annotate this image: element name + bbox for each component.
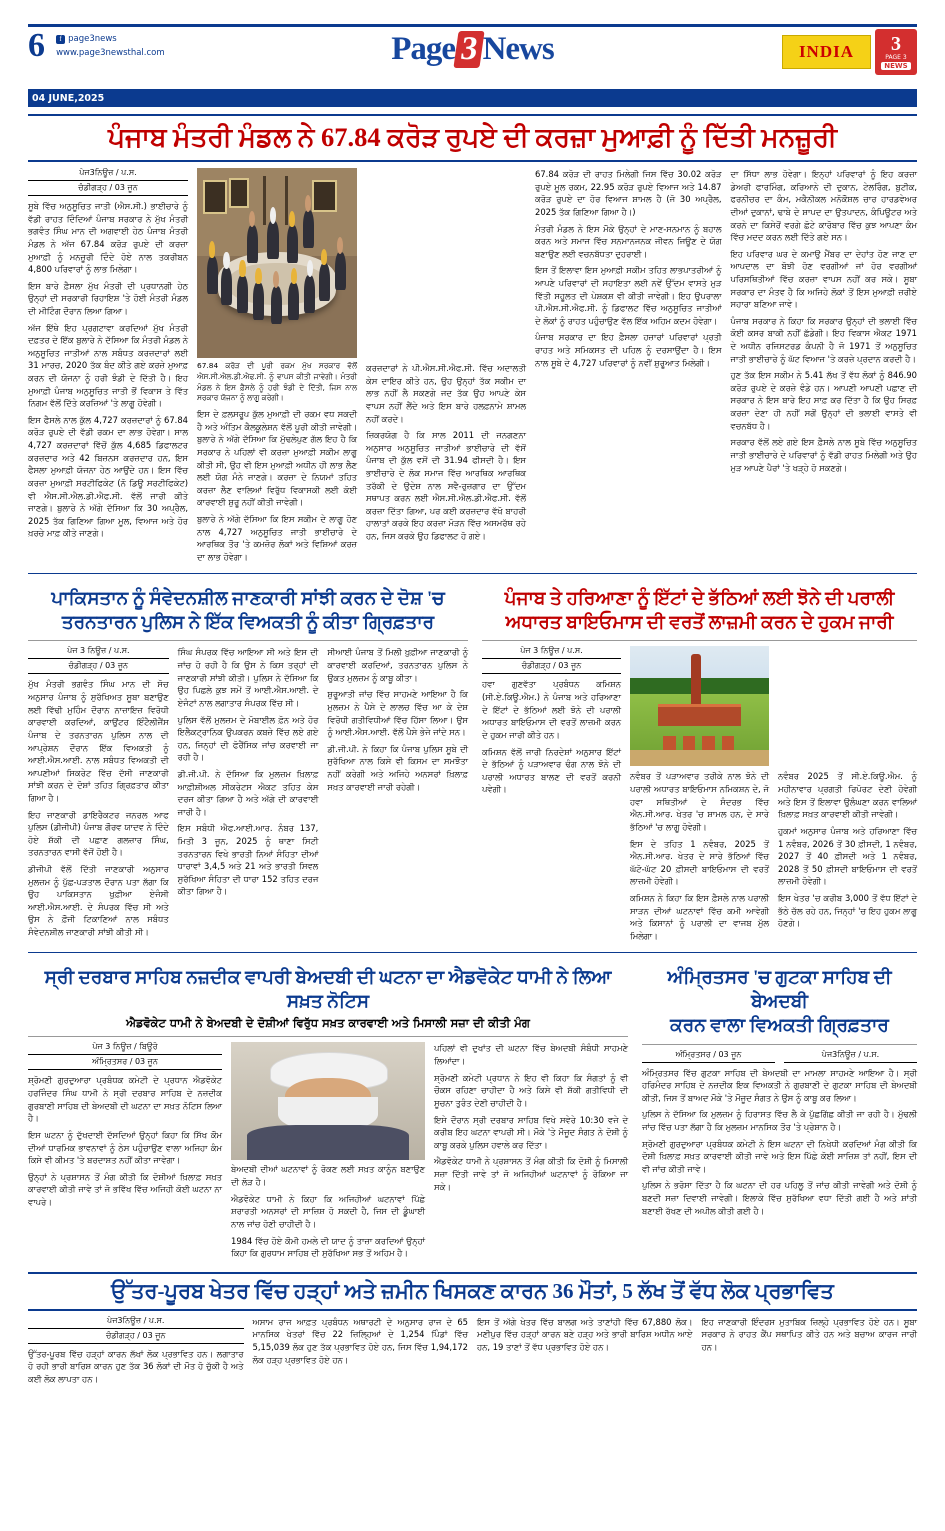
story6-headline: ਉੱਤਰ-ਪੂਰਬ ਖੇਤਰ ਵਿੱਚ ਹੜ੍ਹਾਂ ਅਤੇ ਜ਼ਮੀਨ ਖਿਸਕਣ ਕਾਰਨ 36 ਮੌਤਾਂ, 5 ਲੱਖ ਤੋਂ ਵੱਧ ਲੋਕ ਪ੍ਰਭਾਵਿਤ: [111, 1278, 834, 1303]
badge-sub: NEWS: [881, 62, 910, 70]
paragraph: ਐਡਵੋਕੇਟ ਧਾਮੀ ਨੇ ਪ੍ਰਸ਼ਾਸਨ ਤੋਂ ਮੰਗ ਕੀਤੀ ਕਿ ਦੋਸ਼ੀ ਨੂੰ ਮਿਸਾਲੀ ਸਜ਼ਾ ਦਿੱਤੀ ਜਾਵੇ ਤਾਂ ਜੋ ਅਜਿਹੀਆਂ ਘਟਨਾਵਾਂ ਨੂੰ ਰੋਕਿਆ ਜਾ ਸਕੇ।: [434, 1156, 628, 1192]
paragraph: ਪੰਜਾਬ ਸਰਕਾਰ ਦਾ ਇਹ ਫ਼ੈਸਲਾ ਹਜ਼ਾਰਾਂ ਪਰਿਵਾਰਾਂ ਪ੍ਰਤੀ ਰਾਹਤ ਅਤੇ ਸਮਿਕਸਤ ਦੀ ਪਹਿਲ ਨੂੰ ਦਰਸਾਉਂਦਾ ਹੈ। ਇਸ ਨਾਲ ਸੂਬੇ ਦੇ 4,727 ਪਰਿਵਾਰਾਂ ਨੂੰ ਨਵੀਂ ਸ਼ੁਰੂਆਤ ਮਿਲੇਗੀ।: [535, 332, 722, 368]
story4-col-1: [28, 1042, 222, 1263]
lead-col-3: [366, 168, 526, 567]
story-brick-kilns: [482, 578, 917, 946]
story2-col-1: [28, 646, 169, 942]
story3-col-2: [630, 646, 769, 946]
story3-col-1: [482, 646, 621, 946]
story5-headline-line1: ਅੰਮ੍ਰਿਤਸਰ 'ਚ ਗੁਟਕਾ ਸਾਹਿਬ ਦੀ ਬੇਅਦਬੀ: [667, 968, 892, 1013]
logo-part2: 3: [453, 31, 484, 68]
dateline: ਅੰਮ੍ਰਿਤਸਰ / 03 ਜੂਨ: [28, 1057, 222, 1070]
byline: ਪੇਜ 3 ਨਿਊਜ਼ / ਪ.ਸ.: [28, 646, 169, 659]
story2-col-2: [178, 646, 319, 942]
story-tarn-taran: [28, 578, 468, 946]
dateline: ਚੰਡੀਗੜ੍ਹ / 03 ਜੂਨ: [482, 661, 621, 674]
paragraph: ਸ਼੍ਰੋਮਣੀ ਕਮੇਟੀ ਪ੍ਰਧਾਨ ਨੇ ਇਹ ਵੀ ਕਿਹਾ ਕਿ ਸੰਗਤਾਂ ਨੂੰ ਵੀ ਚੌਕਸ ਰਹਿਣਾ ਚਾਹੀਦਾ ਹੈ ਅਤੇ ਕਿਸੇ ਵੀ ਸ਼ੱਕੀ ਗਤੀਵਿਧੀ ਦੀ ਸੂਚਨਾ ਤੁਰੰਤ ਦੇਣੀ ਚਾਹੀਦੀ ਹੈ।: [434, 1072, 628, 1108]
photo-caption: 67.84 ਕਰੋੜ ਦੀ ਪੂਰੀ ਰਕਮ ਮੁੱਖ ਸਰਕਾਰ ਵੱਲੋਂ ਐਸ.ਸੀ.ਐਲ.ਡੀ.ਐਫ.ਸੀ. ਨੂੰ ਵਾਪਸ ਕੀਤੀ ਜਾਵੇਗੀ। ਮੰਤਰੀ ਮੰਡਲ ਨੇ ਇਸ ਫ਼ੈਸਲੇ ਨੂੰ ਹਰੀ ਝੰਡੀ ਦੇ ਦਿੱਤੀ, ਜਿਸ ਨਾਲ ਸਰਕਾਰ ਯੋਜਨਾ ਨੂੰ ਲਾਗੂ ਕਰੇਗੀ।: [197, 361, 357, 403]
page-number: 6: [28, 27, 45, 64]
story5-col-2: [784, 1050, 917, 1067]
badge-number: 3: [891, 32, 901, 55]
story-gutka-sahib: [642, 957, 917, 1263]
lead-headline-bar: [28, 114, 917, 162]
paragraph: ਸ਼੍ਰੋਮਣੀ ਗੁਰਦੁਆਰਾ ਪ੍ਰਬੰਧਕ ਕਮੇਟੀ ਦੇ ਪ੍ਰਧਾਨ ਐਡਵੋਕੇਟ ਹਰਜਿੰਦਰ ਸਿੰਘ ਧਾਮੀ ਨੇ ਸ੍ਰੀ ਦਰਬਾਰ ਸਾਹਿਬ ਦੇ ਨਜ਼ਦੀਕ ਗੁਰਬਾਣੀ ਸਾਹਿਬ ਦੀ ਬੇਅਦਬੀ ਦੀ ਘਟਨਾ ਦਾ ਸਖ਼ਤ ਨੋਟਿਸ ਲਿਆ ਹੈ।: [28, 1075, 222, 1124]
paragraph: ਹੁਣ ਤੱਕ ਇਸ ਸਕੀਮ ਨੇ 5.41 ਲੱਖ ਤੋਂ ਵੱਧ ਲੋਕਾਂ ਨੂੰ 846.90 ਕਰੋੜ ਰੁਪਏ ਦੇ ਕਰਜ਼ੇ ਵੰਡੇ ਹਨ। ਆਪਣੀ ਆਪਣੀ ਪਛਾਣ ਦੀ ਸਰਕਾਰ ਨੇ ਇਸ ਬਾਰੇ ਇਹ ਸਾਫ਼ ਕਰ ਦਿੱਤਾ ਹੈ ਕਿ ਉਹ ਸਿਰਫ਼ ਕਰਜ਼ਾ ਦੇਣਾ ਹੀ ਨਹੀਂ ਸਗੋਂ ਉਨ੍ਹਾਂ ਦੀ ਭਲਾਈ ਵਾਸਤੇ ਵੀ ਵਚਨਬੱਧ ਹੈ।: [730, 370, 917, 431]
byline: ਪੇਜ 3 ਨਿਊਜ਼ / ਬਿਊਰੋ: [28, 1042, 222, 1055]
paragraph: ਅੱਜ ਇੱਥੇ ਇਹ ਪ੍ਰਗਟਾਵਾ ਕਰਦਿਆਂ ਮੁੱਖ ਮੰਤਰੀ ਦਫ਼ਤਰ ਦੇ ਇੱਕ ਬੁਲਾਰੇ ਨੇ ਦੱਸਿਆ ਕਿ ਮੰਤਰੀ ਮੰਡਲ ਨੇ ਅਨੁਸੂਚਿਤ ਜਾਤੀਆਂ ਨਾਲ ਸਬੰਧਤ ਕਰਜ਼ਦਾਰਾਂ ਲਈ 31 ਮਾਰਚ, 2020 ਤੱਕ ਬੰਦ ਕੀਤੇ ਗਏ ਕਰਜ਼ੇ ਮੁਆਫ਼ ਕਰਨ ਦੀ ਯੋਜਨਾ ਨੂੰ ਹਰੀ ਝੰਡੀ ਦੇ ਦਿੱਤੀ ਹੈ। ਇਹ ਮੁਆਫ਼ੀ ਪੰਜਾਬ ਅਨੁਸੂਚਿਤ ਜਾਤੀ ਭੌਂ ਵਿਕਾਸ ਤੇ ਵਿੱਤ ਨਿਗਮ ਵੱਲੋਂ ਦਿੱਤੇ ਕਰਜ਼ਿਆਂ 'ਤੇ ਲਾਗੂ ਹੋਵੇਗੀ।: [28, 322, 188, 409]
story-darbar-sahib: [28, 957, 628, 1263]
paragraph: ਹਵਾ ਗੁਣਵੱਤਾ ਪ੍ਰਬੰਧਨ ਕਮਿਸ਼ਨ (ਸੀ.ਏ.ਕਿਊ.ਐਮ.) ਨੇ ਪੰਜਾਬ ਅਤੇ ਹਰਿਆਣਾ ਦੇ ਇੱਟਾਂ ਦੇ ਭੱਠਿਆਂ ਲਈ ਝੋਨੇ ਦੀ ਪਰਾਲੀ ਅਧਾਰਤ ਬਾਇਓਮਾਸ ਦੀ ਵਰਤੋਂ ਲਾਜ਼ਮੀ ਕਰਨ ਦੇ ਹੁਕਮ ਜਾਰੀ ਕੀਤੇ ਹਨ।: [482, 679, 621, 740]
date-bar: 04 JUNE,2025: [28, 91, 917, 107]
badge-text: PAGE 3: [885, 53, 907, 61]
paragraph: ਇਹ ਜਾਣਕਾਰੀ ਇੰਦਰਸ ਮੁਤਾਬਿਕ ਜ਼ਿਲ੍ਹੇ ਪ੍ਰਭਾਵਿਤ ਹੋਏ ਹਨ। ਸੂਬਾ ਸਰਕਾਰ ਨੇ ਰਾਹਤ ਕੈਂਪ ਸਥਾਪਿਤ ਕੀਤੇ ਹਨ ਅਤੇ ਬਚਾਅ ਕਾਰਜ ਜਾਰੀ ਹਨ।: [701, 1316, 917, 1352]
paragraph: ਇਹ ਪਰਿਵਾਰ ਘਰ ਦੇ ਕਮਾਉ ਮੈਂਬਰ ਦਾ ਦੇਹਾਂਤ ਹੋਣ ਜਾਣ ਦਾ ਆਪਦਾਲ ਦਾ ਬੋਝੀ ਹੋਣ ਵਰਗੀਆਂ ਜਾਂ ਹੋਰ ਵਰਗੀਆਂ ਪਰਿਸਥਿਤੀਆਂ ਵਿੱਚ ਕਰਜ਼ਾ ਵਾਪਸ ਨਹੀਂ ਕਰ ਸਕੇ। ਸੂਬਾ ਸਰਕਾਰ ਦਾ ਮੰਤਵ ਹੈ ਕਿ ਅਜਿਹੇ ਲੋਕਾਂ ਤੋਂ ਇਸ ਮੁਆਫ਼ੀ ਜ਼ਰੀਏ ਸਹਾਰਾ ਬਣਿਆ ਜਾਵੇ।: [730, 248, 917, 310]
paragraph: ਇਸ ਦੇ ਤਹਿਤ 1 ਨਵੰਬਰ, 2025 ਤੋਂ ਐਨ.ਸੀ.ਆਰ. ਖੇਤਰ ਦੇ ਸਾਰੇ ਭੱਠਿਆਂ ਵਿੱਚ ਘੱਟੋ-ਘੱਟ 20 ਫ਼ੀਸਦੀ ਬਾਇਓਮਾਸ ਦੀ ਵਰਤੋਂ ਲਾਜ਼ਮੀ ਹੋਵੇਗੀ।: [630, 838, 769, 887]
paragraph: ਉਨ੍ਹਾਂ ਨੇ ਪ੍ਰਸ਼ਾਸਨ ਤੋਂ ਮੰਗ ਕੀਤੀ ਕਿ ਦੋਸ਼ੀਆਂ ਖ਼ਿਲਾਫ਼ ਸਖ਼ਤ ਕਾਰਵਾਈ ਕੀਤੀ ਜਾਵੇ ਤਾਂ ਜੋ ਭਵਿੱਖ ਵਿੱਚ ਅਜਿਹੀ ਕੋਈ ਘਟਨਾ ਨਾ ਵਾਪਰੇ।: [28, 1171, 222, 1207]
dateline: ਚੰਡੀਗੜ੍ਹ / 03 ਜੂਨ: [28, 1331, 244, 1344]
paragraph: ਜ਼ਿਕਰਯੋਗ ਹੈ ਕਿ ਸਾਲ 2011 ਦੀ ਜਨਗਣਨਾ ਅਨੁਸਾਰ ਅਨੁਸੂਚਿਤ ਜਾਤੀਆਂ ਭਾਈਚਾਰੇ ਦੀ ਵੱਸੋਂ ਪੰਜਾਬ ਦੀ ਕੁੱਲ ਵਸੋਂ ਦੀ 31.94 ਫੀਸਦੀ ਹੈ। ਇਸ ਭਾਈਚਾਰੇ ਦੇ ਲੋਕ ਸਮਾਜ ਵਿੱਚ ਆਰਥਿਕ ਆਰਥਿਕ ਤਰੱਕੀ ਦੇ ਉਦੇਸ਼ ਨਾਲ ਸਵੈ-ਰੁਜ਼ਗਾਰ ਦਾ ਉੱਦਮ ਸਥਾਪਤ ਕਰਨ ਲਈ ਐਸ.ਸੀ.ਐਲ.ਡੀ.ਐਫ.ਸੀ. ਵੱਲੋਂ ਕਰਜ਼ਾ ਦਿੱਤਾ ਗਿਆ, ਪਰ ਕਈ ਕਰਜ਼ਦਾਰ ਵੱਖੋ ਬਾਹਰੀ ਹਾਲਾਤਾਂ ਕਰਕੇ ਇਹ ਕਰਜ਼ਾ ਮੋੜਨ ਵਿੱਚ ਅਸਮਰੱਥ ਰਹੇ ਹਨ, ਜਿਸ ਕਰਕੇ ਉਹ ਡਿਫਾਲਟ ਹੋ ਗਏ।: [366, 430, 526, 542]
lead-col-4: [535, 168, 722, 567]
paragraph: ਮੰਤਰੀ ਮੰਡਲ ਨੇ ਇਸ ਮੌਕੇ ਉਨ੍ਹਾਂ ਦੇ ਮਾਣ-ਸਨਮਾਨ ਨੂੰ ਬਹਾਲ ਕਰਨ ਅਤੇ ਸਮਾਜ ਵਿੱਚ ਸਨਮਾਨਜਨਕ ਜੀਵਨ ਜਿਊਣ ਦੇ ਯੋਗ ਬਣਾਉਣ ਲਈ ਵਚਨਬੱਧਤਾ ਦੁਹਰਾਈ।: [535, 223, 722, 259]
lead-col-5: [731, 168, 918, 567]
paragraph: ਅਸਾਮ ਰਾਜ ਆਫ਼ਤ ਪ੍ਰਬੰਧਨ ਅਥਾਰਟੀ ਦੇ ਅਨੁਸਾਰ ਰਾਜ ਦੇ 65 ਮਾਨਸਿਕ ਖੇਤਰਾਂ ਵਿੱਚ 22 ਜ਼ਿਲ੍ਹਿਆਂ ਦੇ 1,254 ਪਿੰਡਾਂ ਵਿੱਚ 5,15,039 ਲੋਕ ਹੁਣ ਤੱਕ ਪ੍ਰਭਾਵਿਤ ਹੋਏ ਹਨ, ਜਿਸ ਵਿੱਚ 1,94,172 ਲੋਕ ਹੜ੍ਹ ਪ੍ਰਭਾਵਿਤ ਹੋਏ ਹਨ।: [252, 1316, 468, 1365]
story4-headline: ਸ੍ਰੀ ਦਰਬਾਰ ਸਾਹਿਬ ਨਜ਼ਦੀਕ ਵਾਪਰੀ ਬੇਅਦਬੀ ਦੀ ਘਟਨਾ ਦਾ ਐਡਵੋਕੇਟ ਧਾਮੀ ਨੇ ਲਿਆ ਸਖ਼ਤ ਨੋਟਿਸ: [44, 968, 612, 1013]
paragraph: ਸੀਆਈ ਪੰਜਾਬ ਤੋਂ ਮਿਲੀ ਖ਼ੁਫ਼ੀਆ ਜਾਣਕਾਰੀ ਨੂੰ ਕਾਰਵਾਈ ਕਰਦਿਆਂ, ਤਰਨਤਾਰਨ ਪੁਲਿਸ ਨੇ ਉਕਤ ਮੁਲਜ਼ਮ ਨੂੰ ਕਾਬੂ ਕੀਤਾ।: [327, 647, 469, 683]
masthead: [28, 24, 917, 91]
paragraph: ਪੁਲਿਸ ਵੱਲੋਂ ਮੁਲਜ਼ਮ ਦੇ ਮੋਬਾਈਲ ਫ਼ੋਨ ਅਤੇ ਹੋਰ ਇਲੈਕਟ੍ਰਾਨਿਕ ਉਪਕਰਨ ਕਬਜ਼ੇ ਵਿੱਚ ਲਏ ਗਏ ਹਨ, ਜਿਨ੍ਹਾਂ ਦੀ ਫੋਰੈਂਸਿਕ ਜਾਂਚ ਕਰਵਾਈ ਜਾ ਰਹੀ ਹੈ।: [177, 714, 319, 763]
paragraph: ਹੁਕਮਾਂ ਅਨੁਸਾਰ ਪੰਜਾਬ ਅਤੇ ਹਰਿਆਣਾ ਵਿੱਚ 1 ਨਵੰਬਰ, 2026 ਤੋਂ 30 ਫ਼ੀਸਦੀ, 1 ਨਵੰਬਰ, 2027 ਤੋਂ 40 ਫ਼ੀਸਦੀ ਅਤੇ 1 ਨਵੰਬਰ, 2028 ਤੋਂ 50 ਫ਼ੀਸਦੀ ਬਾਇਓਮਾਸ ਦੀ ਵਰਤੋਂ ਲਾਜ਼ਮੀ ਹੋਵੇਗੀ।: [778, 825, 917, 887]
story3-col-3: [778, 646, 917, 946]
paragraph: ਉੱਤਰ-ਪੂਰਬ ਵਿੱਚ ਹੜ੍ਹਾਂ ਕਾਰਨ ਲੱਖਾਂ ਲੋਕ ਪ੍ਰਭਾਵਿਤ ਹਨ। ਲਗਾਤਾਰ ਹੋ ਰਹੀ ਭਾਰੀ ਬਾਰਿਸ਼ ਕਾਰਨ ਹੁਣ ਤੱਕ 36 ਲੋਕਾਂ ਦੀ ਮੌਤ ਹੋ ਚੁੱਕੀ ਹੈ ਅਤੇ ਕਈ ਲੋਕ ਲਾਪਤਾ ਹਨ।: [28, 1348, 244, 1384]
paragraph: ਪੁਲਿਸ ਨੇ ਦੱਸਿਆ ਕਿ ਮੁਲਜ਼ਮ ਨੂੰ ਹਿਰਾਸਤ ਵਿੱਚ ਲੈ ਕੇ ਪੁੱਛਗਿੱਛ ਕੀਤੀ ਜਾ ਰਹੀ ਹੈ। ਮੁੱਢਲੀ ਜਾਂਚ ਵਿੱਚ ਪਤਾ ਲੱਗਾ ਹੈ ਕਿ ਮੁਲਜ਼ਮ ਮਾਨਸਿਕ ਤੌਰ 'ਤੇ ਪ੍ਰੇਸ਼ਾਨ ਹੈ।: [642, 1109, 917, 1132]
story5-col-1: [642, 1050, 775, 1067]
story6-col-2: [253, 1316, 469, 1390]
paragraph: 1984 ਵਿੱਚ ਹੋਏ ਕੌਮੀ ਹਮਲੇ ਦੀ ਯਾਦ ਨੂੰ ਤਾਜ਼ਾ ਕਰਦਿਆਂ ਉਨ੍ਹਾਂ ਕਿਹਾ ਕਿ ਗੁਰਧਾਮ ਸਾਹਿਬ ਦੀ ਸੁਰੱਖਿਆ ਸਭ ਤੋਂ ਅਹਿਮ ਹੈ।: [231, 1235, 425, 1259]
paragraph: ਇਸ ਸਬੰਧੀ ਐਫ.ਆਈ.ਆਰ. ਨੰਬਰ 137, ਮਿਤੀ 3 ਜੂਨ, 2025 ਨੂੰ ਥਾਣਾ ਸਿਟੀ ਤਰਨਤਾਰਨ ਵਿਖੇ ਭਾਰਤੀ ਨਿਆਂ ਸੰਹਿਤਾ ਦੀਆਂ ਧਾਰਾਵਾਂ 3,4,5 ਅਤੇ 21 ਅਤੇ ਭਾਰਤੀ ਸਿਵਲ ਸੁਰੱਖਿਆ ਸੰਹਿਤਾ ਦੀ ਧਾਰਾ 152 ਤਹਿਤ ਦਰਜ ਕੀਤਾ ਗਿਆ ਹੈ।: [177, 823, 319, 897]
story6-col-1: [28, 1316, 244, 1390]
story6-headline-bar: [28, 1272, 917, 1311]
brick-kiln-photo: [630, 646, 769, 766]
story4-subhead: ਐਡਵੋਕੇਟ ਧਾਮੀ ਨੇ ਬੇਅਦਬੀ ਦੇ ਦੋਸ਼ੀਆਂ ਵਿਰੁੱਧ ਸਖ਼ਤ ਕਾਰਵਾਈ ਅਤੇ ਮਿਸਾਲੀ ਸਜ਼ਾ ਦੀ ਕੀਤੀ ਮੰਗ: [126, 1016, 530, 1031]
paragraph: ਇਸ ਤੋਂ ਇਲਾਵਾ ਇਸ ਮੁਆਫ਼ੀ ਸਕੀਮ ਤਹਿਤ ਲਾਭਪਾਤਰੀਆਂ ਨੂੰ ਆਪਣੇ ਪਰਿਵਾਰਾਂ ਦੀ ਸਹਾਇਤਾ ਲਈ ਨਵੇਂ ਉੱਦਮ ਵਾਸਤੇ ਮੁੜ ਵਿੱਤੀ ਸਹੂਲਤ ਦੀ ਪੇਸ਼ਕਸ਼ ਵੀ ਕੀਤੀ ਜਾਵੇਗੀ। ਇਹ ਉਪਰਾਲਾ ਪੀ.ਐਸ.ਸੀ.ਐਫ.ਸੀ. ਨੂੰ ਡਿਫਾਲਟ ਵਿੱਚ ਅਨੁਸੂਚਿਤ ਜਾਤੀਆਂ ਦੇ ਲੋਕਾਂ ਨੂੰ ਰਾਹਤ ਪਹੁੰਚਾਉਣ ਵੱਲ ਇੱਕ ਅਹਿਮ ਕਦਮ ਹੋਵੇਗਾ।: [535, 265, 722, 326]
paragraph: ਸ਼੍ਰੋਮਣੀ ਗੁਰਦੁਆਰਾ ਪ੍ਰਬੰਧਕ ਕਮੇਟੀ ਨੇ ਇਸ ਘਟਨਾ ਦੀ ਨਿਖੇਧੀ ਕਰਦਿਆਂ ਮੰਗ ਕੀਤੀ ਕਿ ਦੋਸ਼ੀ ਖ਼ਿਲਾਫ਼ ਸਖ਼ਤ ਕਾਰਵਾਈ ਕੀਤੀ ਜਾਵੇ ਅਤੇ ਇਸ ਪਿੱਛੇ ਕੋਈ ਸਾਜ਼ਿਸ਼ ਤਾਂ ਨਹੀਂ, ਇਸ ਦੀ ਵੀ ਜਾਂਚ ਕੀਤੀ ਜਾਵੇ।: [642, 1138, 917, 1174]
story4-col-2: [231, 1042, 425, 1263]
paragraph: ਨਵੰਬਰ 2025 ਤੋਂ ਸੀ.ਏ.ਕਿਊ.ਐਮ. ਨੂੰ ਮਹੀਨਾਵਾਰ ਪ੍ਰਗਤੀ ਰਿਪੋਰਟ ਦੇਣੀ ਹੋਵੇਗੀ ਅਤੇ ਇਸ ਤੋਂ ਇਲਾਵਾ ਉਲੰਘਣਾ ਕਰਨ ਵਾਲਿਆਂ ਖ਼ਿਲਾਫ਼ ਸਖ਼ਤ ਕਾਰਵਾਈ ਕੀਤੀ ਜਾਵੇਗੀ।: [778, 771, 917, 820]
paragraph: ਐਡਵੋਕੇਟ ਧਾਮੀ ਨੇ ਕਿਹਾ ਕਿ ਅਜਿਹੀਆਂ ਘਟਨਾਵਾਂ ਪਿੱਛੇ ਸ਼ਰਾਰਤੀ ਅਨਸਰਾਂ ਦੀ ਸਾਜ਼ਿਸ਼ ਹੋ ਸਕਦੀ ਹੈ, ਜਿਸ ਦੀ ਡੂੰਘਾਈ ਨਾਲ ਜਾਂਚ ਹੋਣੀ ਚਾਹੀਦੀ ਹੈ।: [231, 1193, 425, 1229]
dateline: ਅੰਮ੍ਰਿਤਸਰ / 03 ਜੂਨ: [642, 1050, 775, 1063]
paragraph: ਕਮਿਸ਼ਨ ਵੱਲੋਂ ਜਾਰੀ ਨਿਰਦੇਸ਼ਾਂ ਅਨੁਸਾਰ ਇੱਟਾਂ ਦੇ ਭੱਠਿਆਂ ਨੂੰ ਪੜਾਅਵਾਰ ਢੰਗ ਨਾਲ ਝੋਨੇ ਦੀ ਪਰਾਲੀ ਅਧਾਰਤ ਬਾਲਣ ਦੀ ਵਰਤੋਂ ਕਰਨੀ ਪਵੇਗੀ।: [482, 746, 621, 795]
paragraph: ਦਾ ਸਿੱਧਾ ਲਾਭ ਹੋਵੇਗਾ। ਇਨ੍ਹਾਂ ਪਰਿਵਾਰਾਂ ਨੂੰ ਇਹ ਕਰਜ਼ਾ ਡੇਅਰੀ ਫਾਰਮਿੰਗ, ਕਰਿਆਨੇ ਦੀ ਦੁਕਾਨ, ਟੇਲਰਿੰਗ, ਬੁਟੀਕ, ਫਰਨੀਚਰ ਦਾ ਕੰਮ, ਮਕੈਨੀਕਲ ਮਨੋਕੌਸ਼ਲ ਚਾਰ ਹਾਰਡਵੇਅਰ ਦੀਆਂ ਦੁਕਾਨਾਂ, ਢਾਬੇ ਦੇ ਸ਼ਾਪਦ ਦਾ ਉਤਪਾਦਨ, ਕੰਪਿਊਟਰ ਅਤੇ ਕਰਨੇ ਦਾ ਕਿਸੇਰੋਂ ਵਰਗੇ ਛੋਟੇ ਕਾਰੋਬਾਰ ਵਿੱਚ ਕੁਝ ਆਪਣਾ ਕੰਮ ਵਿੱਚ ਮਦਦ ਕਰਨ ਲਈ ਦਿੱਤੇ ਗਏ ਸਨ।: [730, 169, 917, 243]
story5-headline-line2: ਕਰਨ ਵਾਲਾ ਵਿਅਕਤੀ ਗ੍ਰਿਫ਼ਤਾਰ: [670, 1016, 889, 1037]
dateline: ਚੰਡੀਗੜ੍ਹ / 03 ਜੂਨ: [28, 183, 188, 196]
story6-col-4: [702, 1316, 918, 1390]
paragraph: ਕਰਜ਼ਦਾਰਾਂ ਨੇ ਪੀ.ਐਸ.ਸੀ.ਐਫ.ਸੀ. ਵਿੱਚ ਅਦਾਲਤੀ ਕੇਸ ਦਾਇਰ ਕੀਤੇ ਹਨ, ਉਹ ਉਨ੍ਹਾਂ ਤੱਕ ਸਕੀਮ ਦਾ ਲਾਭ ਨਹੀਂ ਲੈ ਸਕਣਗੇ ਜਦ ਤੱਕ ਉਹ ਆਪਣੇ ਕੇਸ ਵਾਪਸ ਨਹੀਂ ਲੈਂਦੇ ਅਤੇ ਇਸ ਬਾਰੇ ਹਲਫ਼ਨਾਮੇ ਸ਼ਾਮਲ ਨਹੀਂ ਕਰਦੇ।: [366, 363, 526, 424]
byline: ਪੇਜ 3 ਨਿਊਜ਼ / ਪ.ਸ.: [482, 646, 621, 659]
paragraph: ਨਵੰਬਰ ਤੋਂ ਪੜਾਅਵਾਰ ਤਰੀਕੇ ਨਾਲ ਝੋਨੇ ਦੀ ਪਰਾਲੀ ਅਧਾਰਤ ਬਾਇਓਮਾਸ ਨਮਿਕਸ਼ਨ ਦੇ, ਜੋ ਹਵਾ ਸਥਿਤੀਆਂ ਦੇ ਸੰਦਰਭ ਵਿੱਚ ਐਨ.ਸੀ.ਆਰ. ਖੇਤਰ 'ਚ ਸ਼ਾਮਲ ਹਨ, ਦੇ ਸਾਰੇ ਭੱਠਿਆਂ 'ਚ ਲਾਗੂ ਹੋਵੇਗੀ।: [630, 771, 769, 832]
paragraph: ਸਿੰਘ ਸੰਪਰਕ ਵਿੱਚ ਆਇਆ ਸੀ ਅਤੇ ਇਸ ਦੀ ਜਾਂਚ ਹੋ ਰਹੀ ਹੈ ਕਿ ਉਸ ਨੇ ਕਿਸ ਤਰ੍ਹਾਂ ਦੀ ਜਾਣਕਾਰੀ ਸਾਂਝੀ ਕੀਤੀ। ਪੁਲਿਸ ਨੇ ਦੱਸਿਆ ਕਿ ਉਹ ਪਿਛਲੇ ਕੁਝ ਸਮੇਂ ਤੋਂ ਆਈ.ਐਸ.ਆਈ. ਦੇ ਏਜੰਟਾਂ ਨਾਲ ਲਗਾਤਾਰ ਸੰਪਰਕ ਵਿੱਚ ਸੀ।: [177, 647, 319, 708]
cabinet-meeting-photo: [197, 168, 357, 358]
paragraph: ਡੀ.ਜੀ.ਪੀ. ਨੇ ਦੱਸਿਆ ਕਿ ਮੁਲਜ਼ਮ ਖ਼ਿਲਾਫ਼ ਆਫ਼ੀਸ਼ੀਅਲ ਸੀਕਰੇਟਸ ਐਕਟ ਤਹਿਤ ਕੇਸ ਦਰਜ ਕੀਤਾ ਗਿਆ ਹੈ ਅਤੇ ਅੱਗੇ ਦੀ ਕਾਰਵਾਈ ਜਾਰੀ ਹੈ।: [177, 768, 319, 817]
dateline: ਚੰਡੀਗੜ੍ਹ / 03 ਜੂਨ: [28, 661, 169, 674]
lead-headline: ਪੰਜਾਬ ਮੰਤਰੀ ਮੰਡਲ ਨੇ 67.84 ਕਰੋੜ ਰੁਪਏ ਦੀ ਕਰਜ਼ਾ ਮੁਆਫ਼ੀ ਨੂੰ ਦਿੱਤੀ ਮਨਜ਼ੂਰੀ: [108, 122, 837, 152]
dhami-portrait-photo: [231, 1042, 425, 1160]
story3-headline-line2: ਅਧਾਰਤ ਬਾਇਓਮਾਸ ਦੀ ਵਰਤੋਂ ਲਾਜ਼ਮੀ ਕਰਨ ਦੇ ਹੁਕਮ ਜਾਰੀ: [505, 613, 894, 634]
byline: ਪੇਜ3ਨਿਊਜ਼ / ਪ.ਸ.: [784, 1050, 917, 1063]
paragraph: ਅੰਮ੍ਰਿਤਸਰ ਵਿੱਚ ਗੁਟਕਾ ਸਾਹਿਬ ਦੀ ਬੇਅਦਬੀ ਦਾ ਮਾਮਲਾ ਸਾਹਮਣੇ ਆਇਆ ਹੈ। ਸ੍ਰੀ ਹਰਿਮੰਦਰ ਸਾਹਿਬ ਦੇ ਨਜ਼ਦੀਕ ਇਕ ਵਿਅਕਤੀ ਨੇ ਗੁਰਬਾਣੀ ਦੇ ਗੁਟਕਾ ਸਾਹਿਬ ਦੀ ਬੇਅਦਬੀ ਕੀਤੀ, ਜਿਸ ਤੋਂ ਬਾਅਦ ਮੌਕੇ 'ਤੇ ਮੌਜੂਦ ਸੰਗਤ ਨੇ ਉਸ ਨੂੰ ਕਾਬੂ ਕਰ ਲਿਆ।: [642, 1067, 917, 1103]
byline: ਪੇਜ3ਨਿਊਜ਼ / ਪ.ਸ.: [28, 168, 188, 181]
paragraph: ਸੂਬੇ ਵਿੱਚ ਅਨੁਸੂਚਿਤ ਜਾਤੀ (ਐਸ.ਸੀ.) ਭਾਈਚਾਰੇ ਨੂੰ ਵੱਡੀ ਰਾਹਤ ਦਿੰਦਿਆਂ ਪੰਜਾਬ ਸਰਕਾਰ ਨੇ ਮੁੱਖ ਮੰਤਰੀ ਭਗਵੰਤ ਸਿੰਘ ਮਾਨ ਦੀ ਅਗਵਾਈ ਹੇਠ ਪੰਜਾਬ ਮੰਤਰੀ ਮੰਡਲ ਨੇ ਅੱਜ 67.84 ਕਰੋੜ ਰੁਪਏ ਦੀ ਕਰਜ਼ਾ ਮੁਆਫ਼ੀ ਨੂੰ ਮਨਜ਼ੂਰੀ ਦਿੰਦੇ ਹੋਏ ਨਾਲ ਤਕਰੀਬਨ 4,800 ਪਰਿਵਾਰਾਂ ਨੂੰ ਲਾਭ ਮਿਲੇਗਾ।: [28, 201, 188, 275]
paragraph: ਇਸ ਬਾਰੇ ਫ਼ੈਸਲਾ ਮੁੱਖ ਮੰਤਰੀ ਦੀ ਪ੍ਰਧਾਨਗੀ ਹੇਠ ਉਨ੍ਹਾਂ ਦੀ ਸਰਕਾਰੀ ਰਿਹਾਇਸ਼ 'ਤੇ ਹੋਈ ਮੰਤਰੀ ਮੰਡਲ ਦੀ ਮੀਟਿੰਗ ਦੌਰਾਨ ਲਿਆ ਗਿਆ।: [28, 280, 188, 316]
paragraph: 67.84 ਕਰੋੜ ਦੀ ਰਾਹਤ ਮਿਲੇਗੀ ਜਿਸ ਵਿੱਚ 30.02 ਕਰੋੜ ਰੁਪਏ ਮੂਲ ਰਕਮ, 22.95 ਕਰੋੜ ਰੁਪਏ ਵਿਆਜ ਅਤੇ 14.87 ਕਰੋੜ ਰੁਪਏ ਦਾ ਹੋਰ ਵਿਆਜ ਸ਼ਾਮਲ ਹੈ (ਜੋ 30 ਅਪ੍ਰੈਲ, 2025 ਤੱਕ ਗਿਣਿਆ ਗਿਆ ਹੈ।): [535, 169, 722, 217]
logo-part1: Page: [391, 31, 456, 67]
facebook-icon: f: [56, 35, 65, 44]
paragraph: ਮੁੱਖ ਮੰਤਰੀ ਭਗਵੰਤ ਸਿੰਘ ਮਾਨ ਦੀ ਸੋਚ ਅਨੁਸਾਰ ਪੰਜਾਬ ਨੂੰ ਸੁਰੱਖਿਅਤ ਸੂਬਾ ਬਣਾਉਣ ਲਈ ਵਿੱਢੀ ਮੁਹਿੰਮ ਦੌਰਾਨ ਨਾਜ਼ਾਇਜ਼ ਵਿਰੋਧੀ ਕਾਰਵਾਈ ਕਰਦਿਆਂ, ਕਾਉਂਟਰ ਇੰਟੈਲੀਜੈਂਸ ਪੰਜਾਬ ਦੇ ਤਰਨਤਾਰਨ ਪੁਲਿਸ ਨਾਲ ਦੀ ਆਪ੍ਰੇਸ਼ਨ ਦੌਰਾਨ ਇੱਕ ਵਿਅਕਤੀ ਨੂੰ ਆਈ.ਐਸ.ਆਈ. ਨਾਲ ਸਬੰਧਤ ਵਿਅਕਤੀ ਦੀ ਆਪਣੀਆਂ ਸਿਕਰੇਟ ਵਿੱਚ ਦੱਸੀ ਜਾਣਕਾਰੀ ਸਾਂਝੀ ਕਰਨ ਦੇ ਦੋਸ਼ਾਂ ਤਹਿਤ ਗ੍ਰਿਫ਼ਤਾਰ ਕੀਤਾ ਗਿਆ ਹੈ।: [28, 679, 169, 803]
lead-story: [28, 168, 917, 567]
lead-col-2: [197, 168, 357, 567]
paragraph: ਇਹ ਜਾਣਕਾਰੀ ਡਾਇਰੈਕਟਰ ਜਨਰਲ ਆਫ ਪੁਲਿਸ (ਡੀਜੀਪੀ) ਪੰਜਾਬ ਗੌਰਵ ਯਾਦਵ ਨੇ ਦਿੰਦੇ ਹੋਏ ਸ਼ੱਕੀ ਦੀ ਪਛਾਣ ਗਲਜ਼ਾਰ ਸਿੰਘ, ਤਰਨਤਾਰਨ ਵਾਸੀ ਵੱਜੋਂ ਹੋਈ ਹੈ।: [28, 809, 169, 858]
story2-headline-line1: ਪਾਕਿਸਤਾਨ ਨੂੰ ਸੰਵੇਦਨਸ਼ੀਲ ਜਾਣਕਾਰੀ ਸਾਂਝੀ ਕਰਨ ਦੇ ਦੋਸ਼ 'ਚ: [51, 589, 445, 610]
paragraph: ਇਸੇ ਦੌਰਾਨ ਸ੍ਰੀ ਦਰਬਾਰ ਸਾਹਿਬ ਵਿਖੇ ਸਵੇਰੇ 10:30 ਵਜੇ ਦੇ ਕਰੀਬ ਇਹ ਘਟਨਾ ਵਾਪਰੀ ਸੀ। ਮੌਕੇ 'ਤੇ ਮੌਜੂਦ ਸੰਗਤ ਨੇ ਦੋਸ਼ੀ ਨੂੰ ਕਾਬੂ ਕਰਕੇ ਪੁਲਿਸ ਹਵਾਲੇ ਕਰ ਦਿੱਤਾ।: [434, 1114, 628, 1150]
paragraph: ਪੰਜਾਬ ਸਰਕਾਰ ਨੇ ਕਿਹਾ ਕਿ ਸਰਕਾਰ ਉਨ੍ਹਾਂ ਦੀ ਭਲਾਈ ਵਿੱਚ ਕੋਈ ਕਸਰ ਬਾਕੀ ਨਹੀਂ ਛੱਡੇਗੀ। ਇਹ ਵਿਕਾਸ ਐਕਟ 1971 ਦੇ ਅਧੀਨ ਰਜਿਸਟਰਡ ਕੰਪਨੀ ਹੈ ਜੋ 1971 ਤੋਂ ਅਨੁਸੂਚਿਤ ਜਾਤੀ ਭਾਈਚਾਰੇ ਨੂੰ ਘੱਟ ਵਿਆਜ 'ਤੇ ਕਰਜ਼ੇ ਪ੍ਰਦਾਨ ਕਰਦੀ ਹੈ।: [730, 315, 917, 364]
paragraph: ਇਸ ਫੈਸਲੇ ਨਾਲ ਕੁੱਲ 4,727 ਕਰਜ਼ਦਾਰਾਂ ਨੂੰ 67.84 ਕਰੋੜ ਰੁਪਏ ਦੀ ਵੱਡੀ ਰਕਮ ਦਾ ਲਾਭ ਹੋਵੇਗਾ। ਸਾਲ 4,727 ਕਰਜ਼ਦਾਰਾਂ ਵਿੱਚੋਂ ਕੁੱਲ 4,685 ਡਿਫਾਲਟਰ ਕਰਜ਼ਦਾਰ ਅਤੇ 42 ਬਿਜ਼ਨਸ ਕਰਜ਼ਦਾਰ ਹਨ, ਇਸ ਫੈਸਲਾ ਮੁਆਫ਼ੀ ਯੋਜਨਾ ਹੇਠ ਆਉਂਦੇ ਹਨ। ਇਸ ਵਿੱਚ ਕਰਜ਼ਾ ਮੁਆਫ਼ੀ ਸਰਟੀਫਿਕੇਟ (ਨੋ ਡਿਊ ਸਰਟੀਫਿਕੇਟ) ਵੀ ਐਸ.ਸੀ.ਐਲ.ਡੀ.ਐਫ.ਸੀ. ਵੱਲੋਂ ਜਾਰੀ ਕੀਤੇ ਜਾਣਗੇ। ਬੁਲਾਰੇ ਨੇ ਅੱਗੇ ਦੱਸਿਆ ਕਿ 30 ਅਪ੍ਰੈਲ, 2025 ਤੱਕ ਗਿਣਿਆ ਗਿਆ ਮੂਲ, ਵਿਆਜ ਅਤੇ ਹੋਰ ਖ਼ਰਚੇ ਮਾਫ਼ ਕੀਤੇ ਜਾਣਗੇ।: [28, 414, 188, 539]
edition-badge: INDIA: [782, 35, 871, 69]
paragraph: ਬੇਅਦਬੀ ਦੀਆਂ ਘਟਨਾਵਾਂ ਨੂੰ ਰੋਕਣ ਲਈ ਸਖ਼ਤ ਕਾਨੂੰਨ ਬਣਾਉਣ ਦੀ ਲੋੜ ਹੈ।: [231, 1164, 425, 1188]
paragraph: ਡੀ.ਜੀ.ਪੀ. ਨੇ ਕਿਹਾ ਕਿ ਪੰਜਾਬ ਪੁਲਿਸ ਸੂਬੇ ਦੀ ਸੁਰੱਖਿਆ ਨਾਲ ਕਿਸੇ ਵੀ ਕਿਸਮ ਦਾ ਸਮਝੌਤਾ ਨਹੀਂ ਕਰੇਗੀ ਅਤੇ ਅਜਿਹੇ ਅਨਸਰਾਂ ਖ਼ਿਲਾਫ਼ ਸਖ਼ਤ ਕਾਰਵਾਈ ਜਾਰੀ ਰਹੇਗੀ।: [327, 743, 469, 792]
paragraph: ਪਹਿਲਾਂ ਵੀ ਦੁਖਾਂਤ ਦੀ ਘਟਨਾ ਵਿੱਚ ਬੇਅਦਬੀ ਸੰਬੰਧੀ ਸਾਹਮਣੇ ਲਿਆਂਦਾ।: [434, 1043, 628, 1067]
byline: ਪੇਜ3ਨਿਊਜ਼ / ਪ.ਸ.: [28, 1316, 244, 1329]
story-northeast-floods: [28, 1316, 917, 1390]
facebook-handle: page3news: [68, 34, 117, 45]
story2-headline-line2: ਤਰਨਤਾਰਨ ਪੁਲਿਸ ਨੇ ਇੱਕ ਵਿਅਕਤੀ ਨੂੰ ਕੀਤਾ ਗ੍ਰਿਫ਼ਤਾਰ: [61, 613, 435, 634]
story2-col-3: [327, 646, 468, 942]
story3-headline-line1: ਪੰਜਾਬ ਤੇ ਹਰਿਆਣਾ ਨੂੰ ਇੱਟਾਂ ਦੇ ਭੱਠਿਆਂ ਲਈ ਝੋਨੇ ਦੀ ਪਰਾਲੀ: [504, 589, 895, 610]
paragraph: ਸ਼ੁਰੂਆਤੀ ਜਾਂਚ ਵਿੱਚ ਸਾਹਮਣੇ ਆਇਆ ਹੈ ਕਿ ਮੁਲਜ਼ਮ ਨੇ ਪੈਸੇ ਦੇ ਲਾਲਚ ਵਿੱਚ ਆ ਕੇ ਦੇਸ਼ ਵਿਰੋਧੀ ਗਤੀਵਿਧੀਆਂ ਵਿੱਚ ਹਿੱਸਾ ਲਿਆ। ਉਸ ਨੂੰ ਆਈ.ਐਸ.ਆਈ. ਵੱਲੋਂ ਪੈਸੇ ਭੇਜੇ ਜਾਂਦੇ ਸਨ।: [327, 689, 469, 738]
paragraph: ਇਸ ਘਟਨਾ ਨੂੰ ਦੁੱਖਦਾਈ ਦੱਸਦਿਆਂ ਉਨ੍ਹਾਂ ਕਿਹਾ ਕਿ ਸਿੱਖ ਕੌਮ ਦੀਆਂ ਧਾਰਮਿਕ ਭਾਵਨਾਵਾਂ ਨੂੰ ਠੇਸ ਪਹੁੰਚਾਉਣ ਵਾਲਾ ਅਜਿਹਾ ਕੰਮ ਕਿਸੇ ਵੀ ਕੀਮਤ 'ਤੇ ਬਰਦਾਸ਼ਤ ਨਹੀਂ ਕੀਤਾ ਜਾਵੇਗਾ।: [28, 1129, 222, 1166]
paragraph: ਸਰਕਾਰ ਵੱਲੋਂ ਲਏ ਗਏ ਇਸ ਫ਼ੈਸਲੇ ਨਾਲ ਸੂਬੇ ਵਿੱਚ ਅਨੁਸੂਚਿਤ ਜਾਤੀ ਭਾਈਚਾਰੇ ਦੇ ਪਰਿਵਾਰਾਂ ਨੂੰ ਵੱਡੀ ਰਾਹਤ ਮਿਲੇਗੀ ਅਤੇ ਉਹ ਮੁੜ ਆਪਣੇ ਪੈਰਾਂ 'ਤੇ ਖੜ੍ਹੇ ਹੋ ਸਕਣਗੇ।: [730, 437, 917, 473]
paragraph: ਇਸ ਖੇਤਰ 'ਚ ਕਰੀਬ 3,000 ਤੋਂ ਵੱਧ ਇੱਟਾਂ ਦੇ ਭੱਠੇ ਚੱਲ ਰਹੇ ਹਨ, ਜਿਨ੍ਹਾਂ 'ਚ ਇਹ ਹੁਕਮ ਲਾਗੂ ਹੋਣਗੇ।: [778, 892, 917, 929]
paragraph: ਬੁਲਾਰੇ ਨੇ ਅੱਗੇ ਦੱਸਿਆ ਕਿ ਇਸ ਸਕੀਮ ਦੇ ਲਾਗੂ ਹੋਣ ਨਾਲ 4,727 ਅਨੁਸੂਚਿਤ ਜਾਤੀ ਭਾਈਚਾਰੇ ਦੇ ਆਰਥਿਕ ਤੌਰ 'ਤੇ ਕਮਜ਼ੋਰ ਲੋਕਾਂ ਅਤੇ ਵਿਸ਼ਿਆਂ ਕਰਜ਼ ਦਾ ਲਾਭ ਹੋਵੇਗਾ।: [197, 513, 357, 562]
website-url: www.page3newsthal.com: [56, 47, 165, 58]
story4-col-3: [434, 1042, 628, 1263]
paragraph: ਇਸ ਦੇ ਫ਼ਲਸਰੂਪ ਕੁੱਲ ਮੁਆਫ਼ੀ ਦੀ ਰਕਮ ਵਧ ਸਕਦੀ ਹੈ ਅਤੇ ਅੰਤਿਮ ਕੈਲਕੂਲੇਸ਼ਨ ਵੱਲੋਂ ਪੂਰੀ ਕੀਤੀ ਜਾਵੇਗੀ। ਬੁਲਾਰੇ ਨੇ ਅੱਗੇ ਦੱਸਿਆ ਕਿ ਮੁੱਢਲੇਪੁਣ ਗੱਲ ਇਹ ਹੈ ਕਿ ਸਰਕਾਰ ਨੇ ਪਹਿਲਾਂ ਵੀ ਕਰਜ਼ਾ ਮੁਆਫ਼ੀ ਸਕੀਮ ਲਾਗੂ ਕੀਤੀ ਸੀ, ਉਹ ਵੀ ਇਸ ਮੁਆਫ਼ੀ ਅਧੀਨ ਹੀ ਲਾਭ ਲੈਣ ਲਈ ਯੋਗ ਮੰਨੇ ਜਾਣਗੇ। ਕਰਜ਼ਾ ਦੇ ਨਿਯਮਾਂ ਤਹਿਤ ਕਰਜ਼ਾ ਲੈਣ ਵਾਲਿਆਂ ਵਿਰੁੱਧ ਵਿਕਾਸਕੀ ਲਈ ਕੋਈ ਕਾਰਵਾਈ ਸ਼ੁਰੂ ਨਹੀਂ ਕੀਤੀ ਜਾਵੇਗੀ।: [197, 409, 357, 508]
lead-col-1: [28, 168, 188, 567]
paragraph: ਇਸ ਤੋਂ ਅੱਗੇ ਖੇਤਰ ਵਿੱਚ ਬਾਲਗ ਅਤੇ ਤਾਣਾਂਹੀ ਵਿੱਚ 67,880 ਲੋਕ। ਮਣੀਪੁਰ ਵਿੱਚ ਹੜ੍ਹਾਂ ਕਾਰਨ ਬਣੇ ਹੜ੍ਹ ਅਤੇ ਭਾਰੀ ਬਾਰਿਸ਼ ਅਧੀਨ ਆਏ ਹਨ, 19 ਤਾਣਾਂ ਤੋਂ ਵੱਧ ਪ੍ਰਭਾਵਿਤ ਹੋਏ ਹਨ।: [477, 1316, 693, 1352]
story6-col-3: [477, 1316, 693, 1390]
logo-part3: News: [482, 31, 554, 67]
masthead-right: [782, 29, 917, 75]
page3-logo-badge: [875, 29, 917, 75]
paragraph: ਕਮਿਸ਼ਨ ਨੇ ਕਿਹਾ ਕਿ ਇਸ ਫ਼ੈਸਲੇ ਨਾਲ ਪਰਾਲੀ ਸਾੜਨ ਦੀਆਂ ਘਟਨਾਵਾਂ ਵਿੱਚ ਕਮੀ ਆਵੇਗੀ ਅਤੇ ਕਿਸਾਨਾਂ ਨੂੰ ਪਰਾਲੀ ਦਾ ਵਾਜਬ ਮੁੱਲ ਮਿਲੇਗਾ।: [630, 892, 769, 941]
paragraph: ਪੁਲਿਸ ਨੇ ਭਰੋਸਾ ਦਿੱਤਾ ਹੈ ਕਿ ਘਟਨਾ ਦੀ ਹਰ ਪਹਿਲੂ ਤੋਂ ਜਾਂਚ ਕੀਤੀ ਜਾਵੇਗੀ ਅਤੇ ਦੋਸ਼ੀ ਨੂੰ ਬਣਦੀ ਸਜ਼ਾ ਦਿਵਾਈ ਜਾਵੇਗੀ। ਇਲਾਕੇ ਵਿੱਚ ਸੁਰੱਖਿਆ ਵਧਾ ਦਿੱਤੀ ਗਈ ਹੈ ਅਤੇ ਸ਼ਾਂਤੀ ਬਣਾਈ ਰੱਖਣ ਦੀ ਅਪੀਲ ਕੀਤੀ ਗਈ ਹੈ।: [642, 1180, 917, 1216]
paragraph: ਡੀਜੀਪੀ ਵੱਲੋਂ ਦਿੱਤੀ ਜਾਣਕਾਰੀ ਅਨੁਸਾਰ ਮੁਲਜ਼ਮ ਨੂੰ ਪੁੱਛ-ਪੜਤਾਲ ਦੌਰਾਨ ਪਤਾ ਲੱਗਾ ਕਿ ਉਹ ਪਾਕਿਸਤਾਨ ਖੁਫ਼ੀਆ ਏਜੰਸੀ ਆਈ.ਐਸ.ਆਈ. ਦੇ ਸੰਪਰਕ ਵਿੱਚ ਸੀ ਅਤੇ ਉਸ ਨੇ ਫ਼ੌਜੀ ਟਿਕਾਣਿਆਂ ਨਾਲ ਸਬੰਧਤ ਸੰਵੇਦਨਸ਼ੀਲ ਜਾਣਕਾਰੀ ਸਾਂਝੀ ਕੀਤੀ ਸੀ।: [28, 864, 169, 938]
